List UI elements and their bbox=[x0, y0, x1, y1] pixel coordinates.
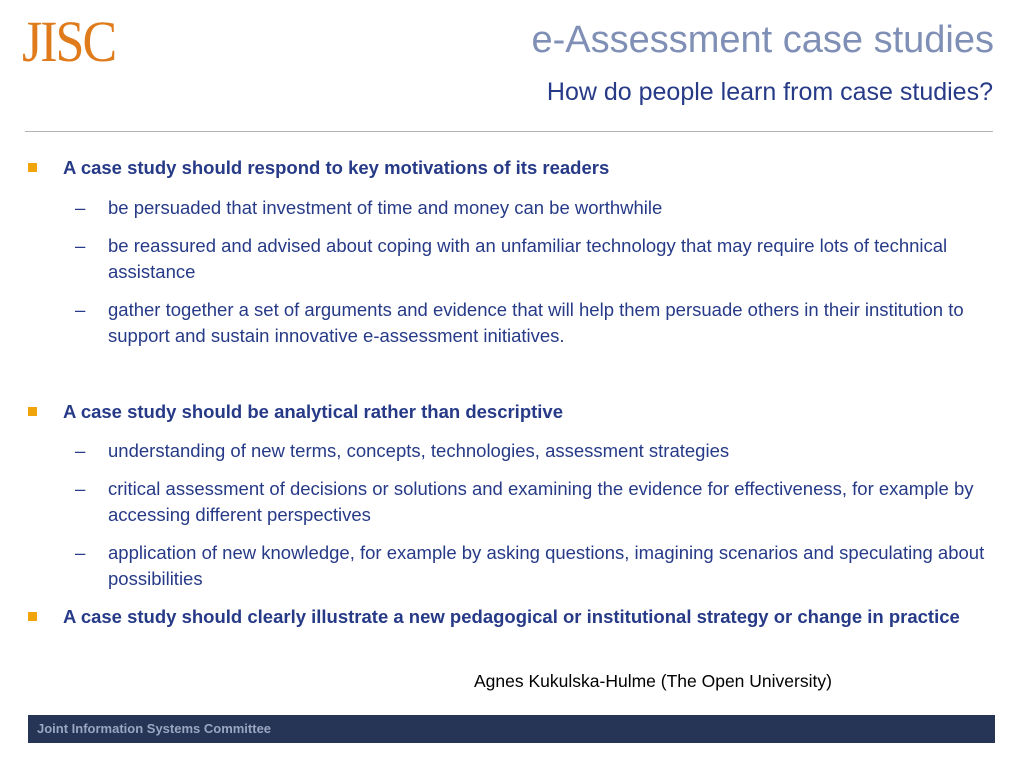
square-bullet-icon bbox=[28, 163, 37, 172]
sub-bullet-text: be persuaded that investment of time and money can be worthwhile bbox=[108, 197, 663, 218]
sub-bullet-item bbox=[75, 195, 988, 221]
sub-bullet-text: be reassured and advised about coping with an unfamiliar technology that may require lots of technical assistance bbox=[108, 235, 948, 282]
sub-bullet-item bbox=[75, 233, 988, 285]
bullet-text: A case study should clearly illustrate a new pedagogical or institutional strategy or change in practice bbox=[63, 606, 960, 627]
sub-bullet-text: understanding of new terms, concepts, technologies, assessment strategies bbox=[108, 440, 730, 461]
bullet-text: A case study should be analytical rather than descriptive bbox=[63, 401, 564, 422]
sub-bullet-item bbox=[75, 438, 988, 464]
sub-bullet-item bbox=[75, 476, 988, 528]
footer-text: Joint Information Systems Committee bbox=[37, 721, 272, 736]
header-divider bbox=[25, 131, 993, 132]
sub-bullet-text: gather together a set of arguments and evidence that will help them persuade others in their institution to support and sustain innovative e-assessment initiatives. bbox=[108, 299, 964, 346]
jisc-logo: JISC bbox=[22, 10, 116, 75]
dash-icon: – bbox=[75, 299, 86, 320]
square-bullet-icon bbox=[28, 612, 37, 621]
bullet-item bbox=[63, 155, 1003, 181]
slide-subtitle: How do people learn from case studies? bbox=[546, 78, 993, 106]
attribution: Agnes Kukulska-Hulme (The Open University) bbox=[474, 671, 832, 691]
square-bullet-icon bbox=[28, 407, 37, 416]
sub-bullet-text: critical assessment of decisions or solutions and examining the evidence for effectiveness, for example by accessing different perspectives bbox=[108, 478, 974, 525]
bullet-item bbox=[63, 399, 1003, 425]
dash-icon: – bbox=[75, 542, 86, 563]
dash-icon: – bbox=[75, 235, 86, 256]
bullet-text: A case study should respond to key motivations of its readers bbox=[63, 157, 610, 178]
dash-icon: – bbox=[75, 197, 86, 218]
sub-bullet-item bbox=[75, 297, 988, 349]
dash-icon: – bbox=[75, 440, 86, 461]
sub-bullet-text: application of new knowledge, for example by asking questions, imagining scenarios and speculating about possibilities bbox=[108, 542, 985, 589]
sub-bullet-item bbox=[75, 540, 988, 592]
dash-icon: – bbox=[75, 478, 86, 499]
footer-bar bbox=[28, 715, 995, 743]
slide-title: e-Assessment case studies bbox=[531, 19, 994, 61]
bullet-item bbox=[63, 604, 988, 630]
